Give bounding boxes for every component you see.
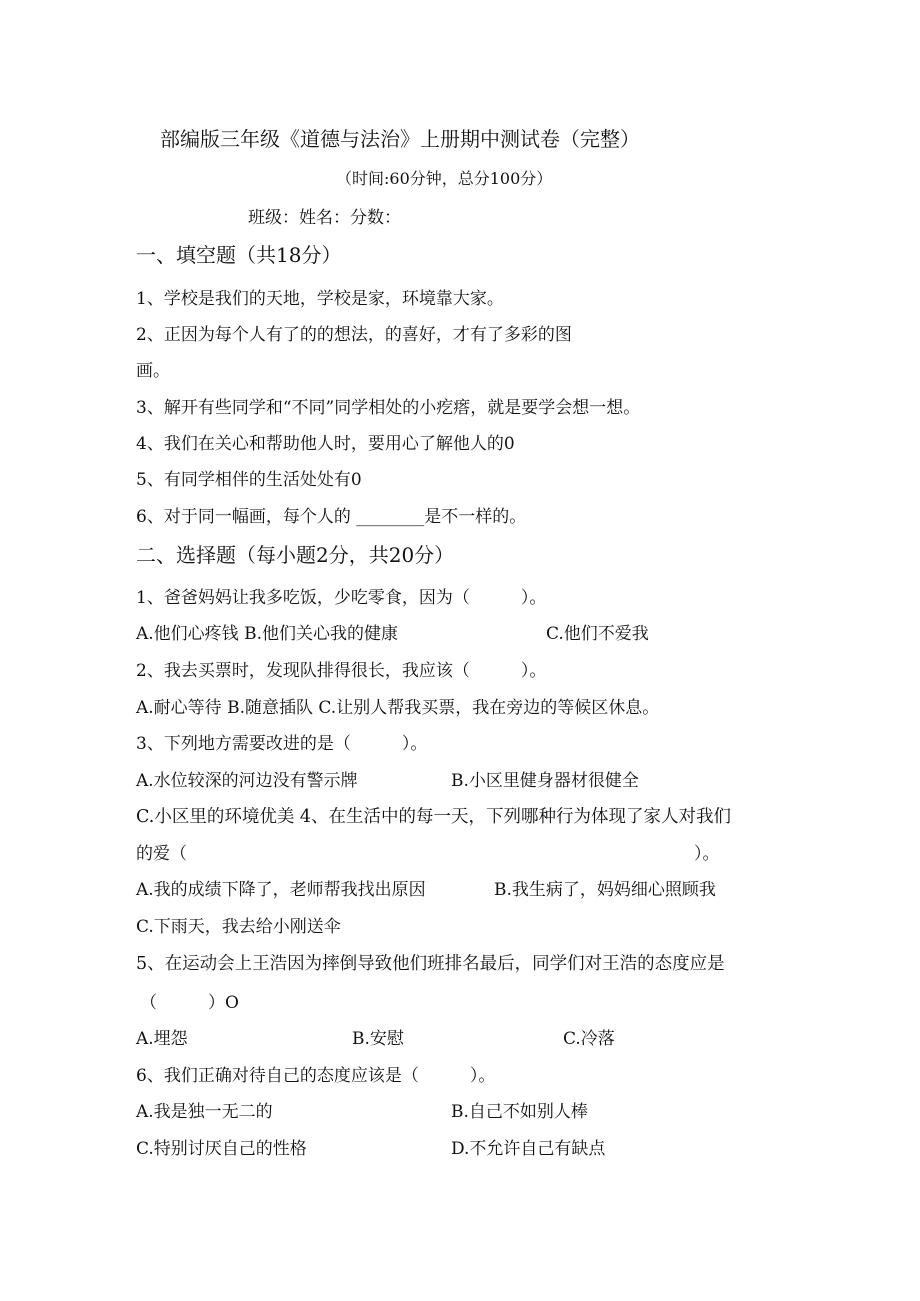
choice-q3-option-b: B.小区里健身器材很健全 — [451, 771, 639, 791]
choice-q6-option-b: B.自己不如别人棒 — [451, 1102, 588, 1122]
fill-question-3: 3、解开有些同学和“不同”同学相处的小疙瘩，就是要学会想一想。 — [136, 398, 641, 418]
choice-question-4-options-ab — [0, 879, 920, 901]
choice-question-2-options: A.耐心等待 B.随意插队 C.让别人帮我买票，我在旁边的等候区休息。 — [136, 698, 660, 718]
choice-q4-option-a: A.我的成绩下降了，老师帮我找出原因 — [136, 880, 426, 900]
choice-question-2: 2、我去买票时，发现队排得很长，我应该（ ）。 — [136, 661, 547, 681]
choice-question-6-options-cd — [0, 1138, 920, 1160]
choice-q6-option-c: C.特别讨厌自己的性格 — [136, 1139, 307, 1159]
choice-question-1: 1、爸爸妈妈让我多吃饭，少吃零食，因为（ ）。 — [136, 588, 547, 608]
choice-q4-paren-close: ）。 — [694, 844, 720, 864]
choice-question-1-options — [0, 623, 920, 645]
exam-title: 部编版三年级《道德与法治》上册期中测试卷（完整） — [160, 127, 640, 151]
choice-q5-option-a: A.埋怨 — [136, 1029, 188, 1049]
choice-question-4-continued — [0, 843, 920, 865]
choice-q5-option-b: B.安慰 — [352, 1029, 404, 1049]
choice-q1-option-c: C.他们不爱我 — [546, 624, 649, 644]
choice-question-3-options — [0, 770, 920, 792]
choice-q1-option-ab: A.他们心疼钱 B.他们关心我的健康 — [136, 624, 398, 644]
fill-question-2: 2、正因为每个人有了的的想法，的喜好，才有了多彩的图 — [136, 325, 572, 345]
choice-question-6-options-ab — [0, 1101, 920, 1123]
choice-q4-option-b: B.我生病了，妈妈细心照顾我 — [494, 880, 716, 900]
choice-question-6: 6、我们正确对待自己的态度应该是（ ）。 — [136, 1066, 496, 1086]
choice-question-5-options — [0, 1028, 920, 1050]
choice-q6-option-a: A.我是独一无二的 — [136, 1102, 273, 1122]
choice-question-3: 3、下列地方需要改进的是（ ）。 — [136, 734, 428, 754]
fill-question-6: 6、对于同一幅画，每个人的 ________是不一样的。 — [136, 507, 527, 527]
student-info: 班级：姓名：分数： — [248, 208, 401, 228]
fill-question-2-continued: 画。 — [136, 361, 170, 381]
choice-q3-option-a: A.水位较深的河边没有警示牌 — [136, 771, 358, 791]
choice-q5-option-c: C.冷落 — [563, 1029, 615, 1049]
fill-question-4: 4、我们在关心和帮助他人时，要用心了解他人的0 — [136, 434, 515, 454]
choice-q4-option-c: C.下雨天，我去给小刚送伞 — [136, 917, 341, 937]
exam-time-info: （时间:60分钟，总分100分） — [336, 169, 553, 188]
choice-question-3c-and-4: C.小区里的环境优美 4、在生活中的每一天，下列哪种行为体现了家人对我们 — [136, 807, 732, 827]
choice-question-5-paren: （ ）O — [140, 993, 239, 1013]
fill-question-1: 1、学校是我们的天地，学校是家，环境靠大家。 — [136, 289, 504, 309]
fill-question-5: 5、有同学相伴的生活处处有0 — [136, 470, 362, 490]
choice-question-5: 5、在运动会上王浩因为摔倒导致他们班排名最后，同学们对王浩的态度应是 — [136, 954, 725, 974]
section-heading-fill-blank: 一、填空题（共18分） — [136, 243, 342, 267]
choice-q6-option-d: D.不允许自己有缺点 — [451, 1139, 606, 1159]
section-heading-choice: 二、选择题（每小题2分，共20分） — [136, 543, 455, 567]
choice-q4-paren-open: 的爱（ — [136, 844, 187, 864]
